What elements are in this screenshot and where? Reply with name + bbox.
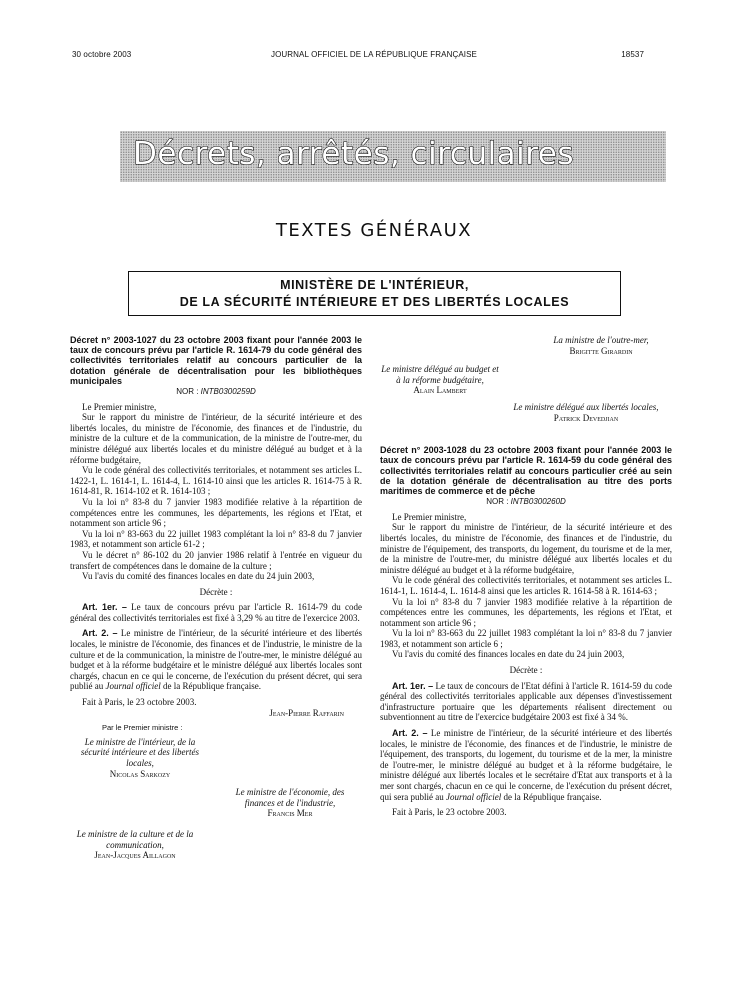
decree1-nor-label: NOR :	[176, 387, 199, 397]
decree2-decrete: Décrète :	[509, 665, 543, 676]
decree2-article-2	[380, 728, 672, 802]
decree2-visa: Vu la loi n° 83-663 du 22 juillet 1983 complétant la loi n° 83-8 du 7 janvier 1983, et notamment son article 6 ;	[380, 628, 672, 649]
decree2-done: Fait à Paris, le 23 octobre 2003.	[392, 807, 507, 818]
decree2-art2-label: Art. 2. –	[392, 728, 428, 739]
decree1-article-1	[70, 602, 362, 623]
header-date: 30 octobre 2003	[72, 50, 132, 59]
section-title: TEXTES GÉNÉRAUX	[275, 220, 473, 241]
decree1-done: Fait à Paris, le 23 octobre 2003.	[82, 697, 197, 708]
sig-economie-title: Le ministre de l'économie, des finances et de l'industrie,	[235, 787, 345, 808]
ministry-line-2: DE LA SÉCURITÉ INTÉRIEURE ET DES LIBERTÉS LOCALES	[179, 295, 570, 309]
decree2-visa: Sur le rapport du ministre de l'intérieur, de la sécurité intérieure et des libertés locales, du ministre de l'économie, des finances et de l'industrie, du ministre de l'équipement, des transports, du logement, du tourisme et de la mer, de la ministre de l'outre-mer, du ministre délégué aux libertés locales et du ministre délégué au budget et à la réforme budgétaire,	[380, 522, 672, 575]
sig-interieur-name: Nicolas Sarkozy	[109, 768, 171, 779]
decree2-title: Décret n° 2003-1028 du 23 octobre 2003 fixant pour l'année 2003 le taux de concours prévu par l'article R. 1614-59 du code général des collectivités territoriales relatif au concours particulier créé au sein de la dotation générale de décentralisation au titre des ports maritimes de commerce et de pêche	[380, 445, 672, 496]
decree1-art2-text-a: Le ministre de l'intérieur, de la sécurité intérieure et des libertés locales, le ministre de l'économie, des finances et de l'industrie, le ministre de la culture et de la communication, la ministre de l'outre-mer, le ministre délégué au budget et à la réforme budgétaire et le ministre délégué aux libertés locales sont chargés, chacun en ce qui le concerne, de l'exécution du présent décret, qui sera publié au	[70, 628, 363, 692]
decree1-visa: Vu le code général des collectivités territoriales, et notamment ses articles L. 1422-1, L. 1614-1, L. 1614-4, L. 1614-10 ainsi que les articles R. 1614-75 à R. 1614-81, R. 1614-102 et R. 1614-103 ;	[70, 465, 362, 497]
decree1-sig-culture	[70, 829, 200, 861]
decree2-article-1	[380, 681, 672, 723]
sig-culture-title: Le ministre de la culture et de la communication,	[76, 828, 194, 850]
decree2-art2-text-a: Le ministre de l'intérieur, de la sécurité intérieure et des libertés locales, le ministre de l'économie, des finances et de l'industrie, le ministre de l'équipement, des transports, du logement, du tourisme et de la mer, la ministre de l'outre-mer, le ministre délégué au budget et à la réforme budgétaire, le ministre délégué aux libertés locales et le secrétaire d'Etat aux transports et à la mer sont chargés, chacun en ce qui le concerne, de l'exécution du présent décret, qui sera publié au	[380, 728, 673, 802]
decree1-opening: Le Premier ministre,	[82, 401, 157, 412]
decree1-art2-label: Art. 2. –	[82, 628, 118, 639]
decree1-par-le: Par le Premier ministre :	[102, 723, 183, 733]
decree1-art2-journal: Journal officiel	[105, 681, 161, 692]
decree1-visa: Vu la loi n° 83-8 du 7 janvier 1983 modifiée relative à la répartition de compétences entre les communes, les départements, les régions et l'Etat, et notamment son article 96 ;	[70, 496, 362, 529]
right-column	[380, 335, 672, 818]
sig-budget-name: Alain Lambert	[413, 385, 467, 396]
sig-culture-name: Jean-Jacques Aillagon	[94, 850, 176, 861]
decree1-sig-interieur	[70, 737, 210, 779]
decree1-visa: Vu l'avis du comité des finances locales en date du 24 juin 2003,	[82, 571, 315, 582]
ministry-line-1: MINISTÈRE DE L'INTÉRIEUR,	[280, 278, 469, 292]
decree1-article-2	[70, 628, 362, 692]
decree2-visa: Vu l'avis du comité des finances locales en date du 24 juin 2003,	[392, 649, 625, 660]
header-page-number: 18537	[621, 50, 644, 59]
sig-outremer	[530, 335, 672, 356]
decree2-nor-code: INTB0300260D	[510, 497, 566, 507]
decree1-decrete: Décrète :	[199, 586, 233, 597]
decree1-visa: Vu le décret n° 86-102 du 20 janvier 1986 relatif à l'entrée en vigueur du transfert de compétences dans le domaine de la culture ;	[70, 549, 362, 571]
sig-budget-title: Le ministre délégué au budget et à la réforme budgétaire,	[381, 364, 499, 385]
decree2-art1-label: Art. 1er. –	[392, 680, 434, 691]
decree2-art2-journal: Journal officiel	[445, 791, 502, 802]
decree2-nor	[380, 497, 672, 508]
sig-interieur-title: Le ministre de l'intérieur, de la sécurité intérieure et des libertés locales,	[80, 736, 200, 769]
decree1-visa: Vu la loi n° 83-663 du 22 juillet 1983 complétant la loi n° 83-8 du 7 janvier 1983, et notamment son article 61-2 ;	[70, 528, 362, 550]
decree2-art2-text-b: de la République française.	[503, 791, 602, 802]
decree1-art1-text: Le taux de concours prévu par l'article R. 1614-79 du code général des collectivités territoriales est fixé à 3,29 % au titre de l'exercice 2003.	[70, 602, 362, 623]
decree1-art2-text-b: de la République française.	[163, 681, 261, 692]
sig-economie-name: Francis Mer	[267, 808, 313, 819]
decree1-title: Décret n° 2003-1027 du 23 octobre 2003 fixant pour l'année 2003 le taux de concours prévu par l'article R. 1614-79 du code général des collectivités territoriales relatif au concours particulier de la dotation générale de décentralisation pour les bibliothèques municipales	[70, 335, 362, 386]
banner-title: Décrets, arrêtés, circulaires	[133, 136, 574, 172]
decree2-visa: Vu le code général des collectivités territoriales, et notamment ses articles L. 1614-1, L. 1614-4, L. 1614-8 ainsi que les articles R. 1614-58 à R. 1614-63 ;	[380, 575, 672, 596]
left-column	[70, 335, 362, 861]
decree2-opening: Le Premier ministre,	[392, 511, 467, 522]
ministry-heading-box	[128, 271, 621, 316]
decree1-pm-name: Jean-Pierre Raffarin	[269, 707, 344, 718]
sig-libertes-title: Le ministre délégué aux libertés locales,	[513, 401, 659, 412]
sig-budget	[380, 364, 500, 396]
decree1-visa: Sur le rapport du ministre de l'intérieur, de la sécurité intérieure et des libertés locales, du ministre de l'économie, des finances et de l'industrie, du ministre de la culture et de la communication, de la ministre de l'outre-mer, du ministre délégué aux libertés locales et du ministre délégué au budget et à la réforme budgétaire,	[70, 412, 362, 465]
sig-outremer-name: Brigitte Girardin	[569, 345, 633, 356]
decree2-nor-label: NOR :	[486, 497, 509, 507]
header-journal-title: JOURNAL OFFICIEL DE LA RÉPUBLIQUE FRANÇAISE	[271, 50, 477, 59]
decree1-art1-label: Art. 1er. –	[82, 602, 127, 613]
decree1-sig-economie	[220, 787, 360, 819]
decree2-art1-text: Le taux de concours de l'Etat défini à l'article R. 1614-59 du code général des collectivités territoriales applicable aux dépenses d'investissement d'infrastructure portuaire que les départements réalisent directement ou subventionnent au titre de l'exercice budgétaire 2003 est fixé à 34 %.	[380, 680, 673, 723]
sig-outremer-title: La ministre de l'outre-mer,	[553, 335, 649, 345]
decree2-visa: Vu la loi n° 83-8 du 7 janvier 1983 modifiée relative à la répartition de compétences entre les communes, les départements, les régions et l'Etat, et notamment son article 96 ;	[380, 596, 672, 628]
decree1-nor	[70, 387, 362, 398]
sig-libertes-name: Patrick Devedjian	[553, 412, 619, 423]
decree1-nor-code: INTB0300259D	[200, 387, 256, 397]
sig-libertes	[500, 402, 672, 423]
